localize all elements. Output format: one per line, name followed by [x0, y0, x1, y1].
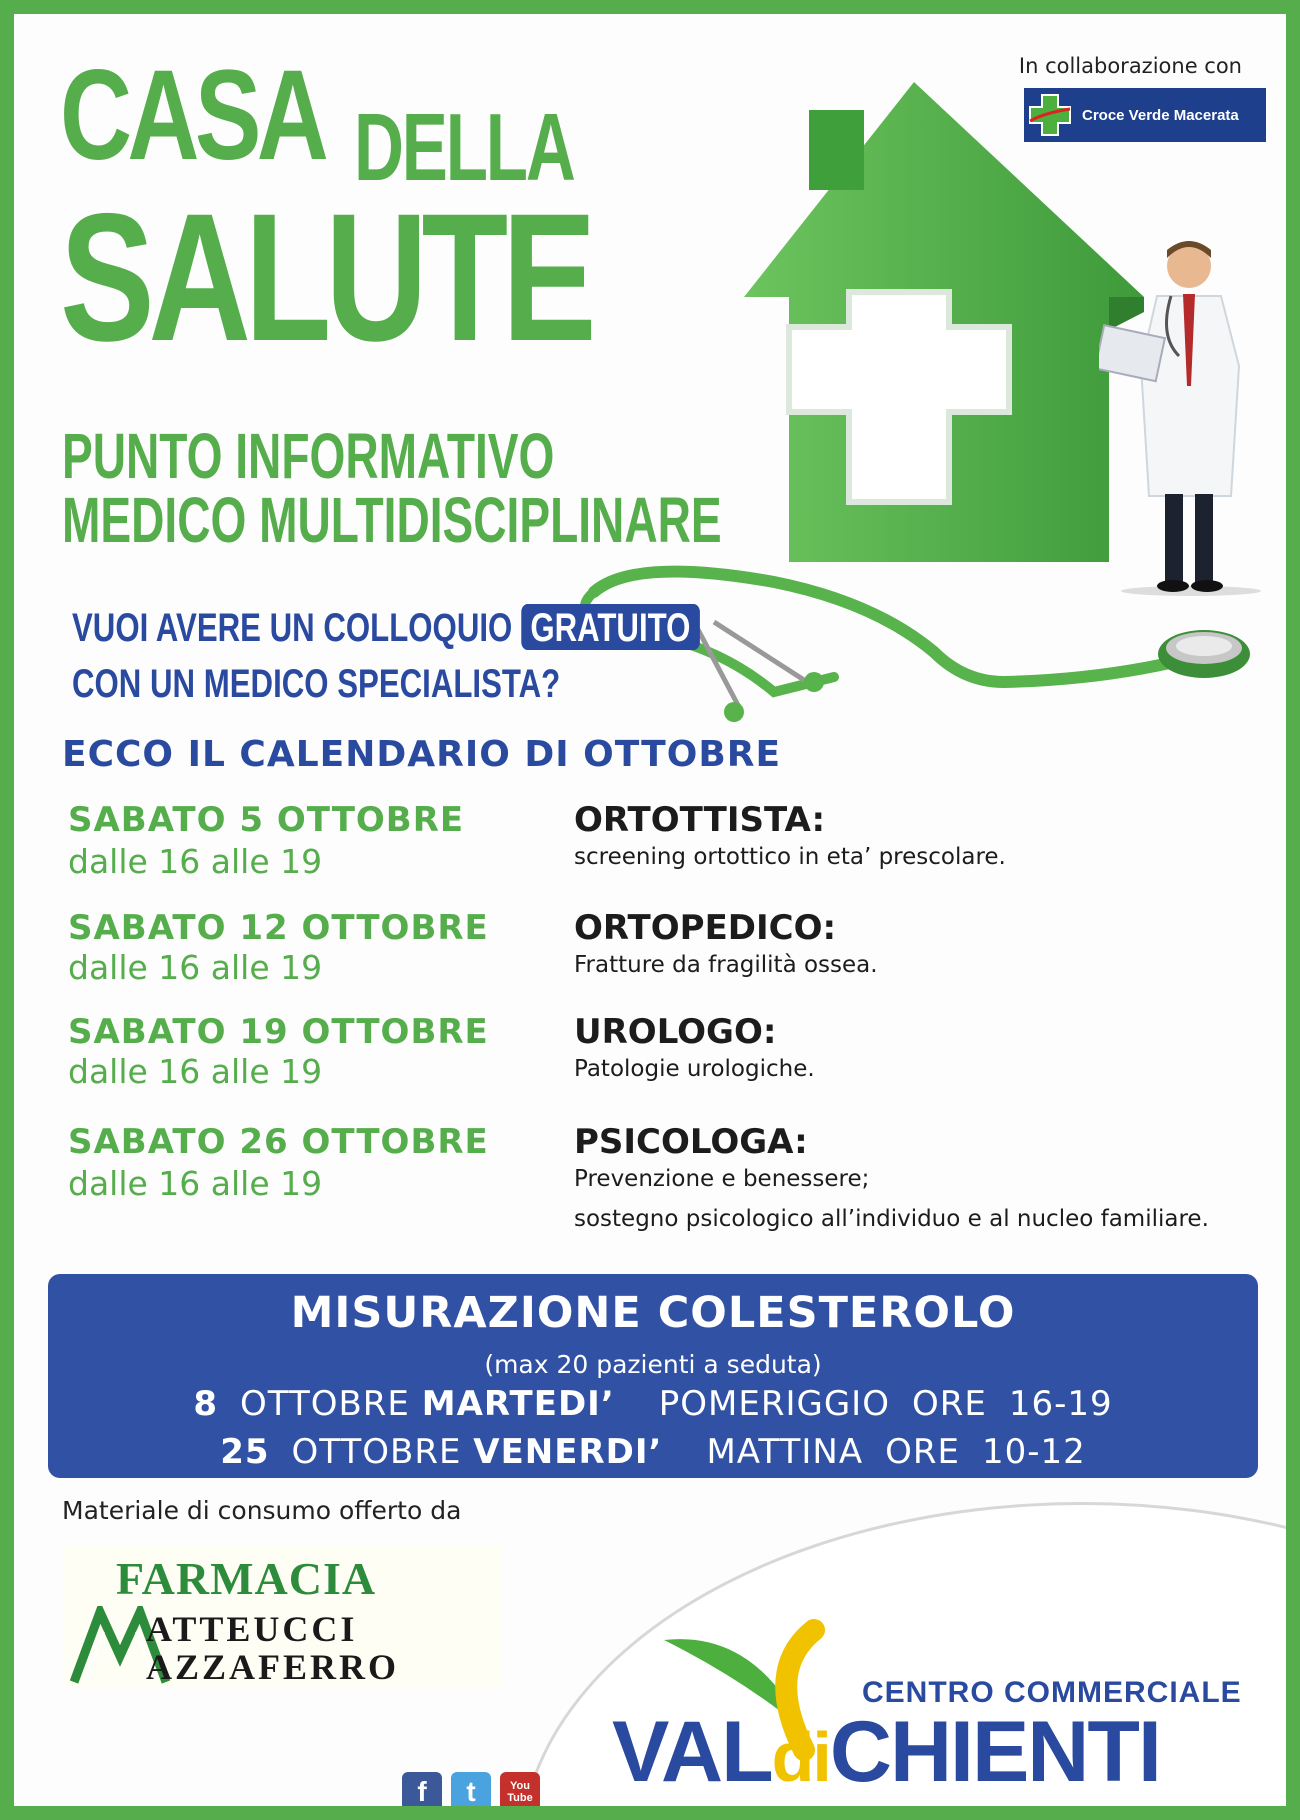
session-2-weekday: VENERDI’ — [473, 1432, 663, 1472]
calendar-time-2: dalle 16 alle 19 — [68, 948, 323, 987]
twitter-icon[interactable]: t — [451, 1772, 491, 1812]
calendar-date-2: SABATO 12 OTTOBRE — [68, 908, 489, 948]
youtube-icon-bottom: Tube — [507, 1792, 533, 1804]
cholesterol-box — [48, 1274, 1258, 1478]
calendar-desc-3: Patologie urologiche. — [574, 1056, 815, 1082]
calendar-specialist-4: PSICOLOGA: — [574, 1122, 808, 1162]
question-line-2: CON UN MEDICO SPECIALISTA? — [72, 662, 561, 706]
calendar-heading: ECCO IL CALENDARIO DI OTTOBRE — [62, 734, 782, 775]
calendar-date-4: SABATO 26 OTTOBRE — [68, 1122, 489, 1162]
farmacia-title: FARMACIA — [116, 1553, 377, 1604]
calendar-desc-4b: sostegno psicologico all’individuo e al nucleo familiare. — [574, 1206, 1209, 1232]
calendar-specialist-1: ORTOTTISTA: — [574, 800, 826, 840]
session-2-month: OTTOBRE — [291, 1432, 462, 1472]
sponsor-label: Materiale di consumo offerto da — [62, 1496, 462, 1525]
session-1-month: OTTOBRE — [240, 1384, 410, 1424]
mall-name-part-3: CHIENTI — [829, 1704, 1160, 1800]
facebook-icon[interactable]: f — [402, 1772, 442, 1812]
youtube-icon-top: You — [510, 1779, 530, 1792]
question-prefix: VUOI AVERE UN COLLOQUIO — [72, 606, 513, 650]
calendar-specialist-3: UROLOGO: — [574, 1012, 777, 1052]
subtitle-line-1: PUNTO INFORMATIVO — [62, 420, 555, 492]
mall-name — [612, 1704, 1160, 1800]
youtube-icon[interactable] — [500, 1772, 540, 1812]
title-della: DELLA — [354, 94, 574, 201]
calendar-desc-1: screening ortottico in eta’ prescolare. — [574, 844, 1006, 870]
calendar-time-3: dalle 16 alle 19 — [68, 1052, 323, 1091]
calendar-time-4: dalle 16 alle 19 — [68, 1164, 323, 1203]
question-line-1 — [72, 604, 700, 650]
farmacia-line-3: AZZAFERRO — [146, 1647, 400, 1687]
calendar-date-1: SABATO 5 OTTOBRE — [68, 800, 465, 840]
house-cross-illustration — [734, 82, 1154, 572]
croce-verde-name: Croce Verde Macerata — [1082, 106, 1239, 124]
mall-label: CENTRO COMMERCIALE — [862, 1676, 1242, 1709]
session-1-period: POMERIGGIO — [658, 1384, 890, 1424]
session-1-hours: 16-19 — [1008, 1384, 1113, 1424]
cholesterol-note: (max 20 pazienti a seduta) — [484, 1350, 822, 1379]
collaboration-label: In collaborazione con — [1018, 54, 1242, 78]
calendar-desc-4a: Prevenzione e benessere; — [574, 1166, 870, 1192]
session-2-period: MATTINA — [706, 1432, 864, 1472]
mall-name-part-2: di — [771, 1718, 830, 1796]
session-2-hours: 10-12 — [981, 1432, 1086, 1472]
session-2-hours-label: ORE — [885, 1432, 960, 1472]
session-1-hours-label: ORE — [911, 1384, 987, 1424]
calendar-date-3: SABATO 19 OTTOBRE — [68, 1012, 489, 1052]
cholesterol-title: MISURAZIONE COLESTEROLO — [290, 1288, 1016, 1338]
free-badge: GRATUITO — [521, 604, 700, 650]
farmacia-line-2: ATTEUCCI — [146, 1609, 358, 1649]
cholesterol-session-1 — [48, 1384, 1258, 1424]
farmacia-logo — [64, 1546, 501, 1688]
mall-name-part-1: VAL — [612, 1704, 772, 1800]
session-1-day: 8 — [193, 1384, 219, 1424]
session-2-day: 25 — [220, 1432, 270, 1472]
calendar-desc-2: Fratture da fragilità ossea. — [574, 952, 878, 978]
title-casa: CASA — [60, 44, 325, 187]
session-1-weekday: MARTEDI’ — [421, 1384, 615, 1424]
calendar-specialist-2: ORTOPEDICO: — [574, 908, 837, 948]
subtitle-line-2: MEDICO MULTIDISCIPLINARE — [62, 484, 722, 556]
cholesterol-session-2 — [48, 1432, 1258, 1472]
doctor-illustration — [1099, 236, 1279, 596]
calendar-time-1: dalle 16 alle 19 — [68, 842, 323, 881]
title-salute: SALUTE — [60, 175, 591, 379]
